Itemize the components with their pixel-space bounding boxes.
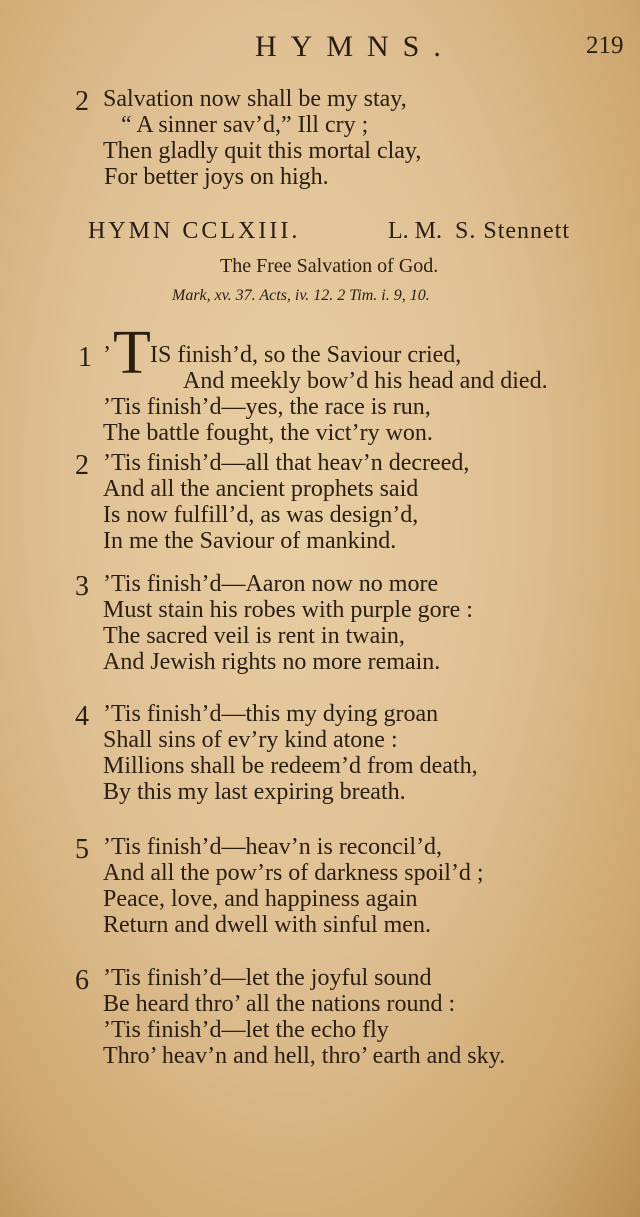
stanza-lines [103,342,623,446]
hymn-meter: L. M. [388,218,442,244]
opening-apostrophe: ’ [103,342,111,368]
verse-line: Must stain his robes with purple gore : [103,597,473,623]
verse-line: By this my last expiring breath. [103,779,406,805]
verse-line: “ A sinner sav’d,” Ill cry ; [121,112,369,138]
verse-line: ’Tis finish’d—this my dying groan [103,701,439,727]
verse-line: In me the Saviour of mankind. [103,528,397,554]
verse-line: Be heard thro’ all the nations round : [103,991,456,1017]
verse-line: And meekly bow’d his head and died. [183,368,548,394]
stanza-number: 2 [75,86,89,117]
verse-line: Then gladly quit this mortal clay, [103,138,422,164]
verse-line: Is now fulfill’d, as was design’d, [103,502,419,528]
stanza-lines [103,701,478,805]
verse-line: And all the pow’rs of darkness spoil’d ; [103,860,484,886]
stanza-lines [103,834,484,938]
verse-line: Thro’ heav’n and hell, thro’ earth and sky. [103,1043,506,1069]
stanza-number: 1 [78,342,92,373]
verse-line: Shall sins of ev’ry kind atone : [103,727,398,753]
hymn-subtitle: The Free Salvation of God. [220,255,439,277]
stanza-number: 2 [75,450,89,481]
stanza-lines [103,450,469,554]
first-line-text: IS finish’d, so the Saviour cried, [150,342,462,368]
verse-line: ’Tis finish’d—yes, the race is run, [103,394,431,420]
verse-line: ’Tis finish’d—Aaron now no more [103,571,439,597]
verse-line: ’Tis finish’d—let the echo fly [103,1017,389,1043]
verse-line: Millions shall be redeem’d from death, [103,753,478,779]
stanza-lines [103,86,421,190]
verse-line [103,342,623,368]
stanza-number: 4 [75,701,89,732]
running-head [0,30,640,70]
stanza-number: 6 [75,965,89,996]
page-number: 219 [586,32,624,59]
verse-line: Salvation now shall be my stay, [103,86,407,112]
verse-line: Return and dwell with sinful men. [103,912,431,938]
verse-line: ’Tis finish’d—heav’n is reconcil’d, [103,834,443,860]
scripture-references: Mark, xv. 37. Acts, iv. 12. 2 Tim. i. 9, 10. [172,287,430,304]
verse-line: Peace, love, and happiness again [103,886,418,912]
hymn-heading [88,218,628,245]
hymn-title: HYMN CCLXIII. [88,218,301,244]
drop-cap: T [113,319,151,387]
stanza-lines [103,571,473,675]
stanza-number: 5 [75,834,89,865]
verse-line: ’Tis finish’d—let the joyful sound [103,965,432,991]
running-title: HYMNS. [255,30,455,63]
verse-line: For better joys on high. [104,164,329,190]
verse-line: The battle fought, the vict’ry won. [103,420,433,446]
verse-line: The sacred veil is rent in twain, [103,623,405,649]
stanza-lines [103,965,505,1069]
verse-line: And Jewish rights no more remain. [103,649,441,675]
verse-line: And all the ancient prophets said [103,476,419,502]
hymn-author: S. Stennett [455,218,571,244]
verse-line: ’Tis finish’d—all that heav’n decreed, [103,450,470,476]
stanza-number: 3 [75,571,89,602]
